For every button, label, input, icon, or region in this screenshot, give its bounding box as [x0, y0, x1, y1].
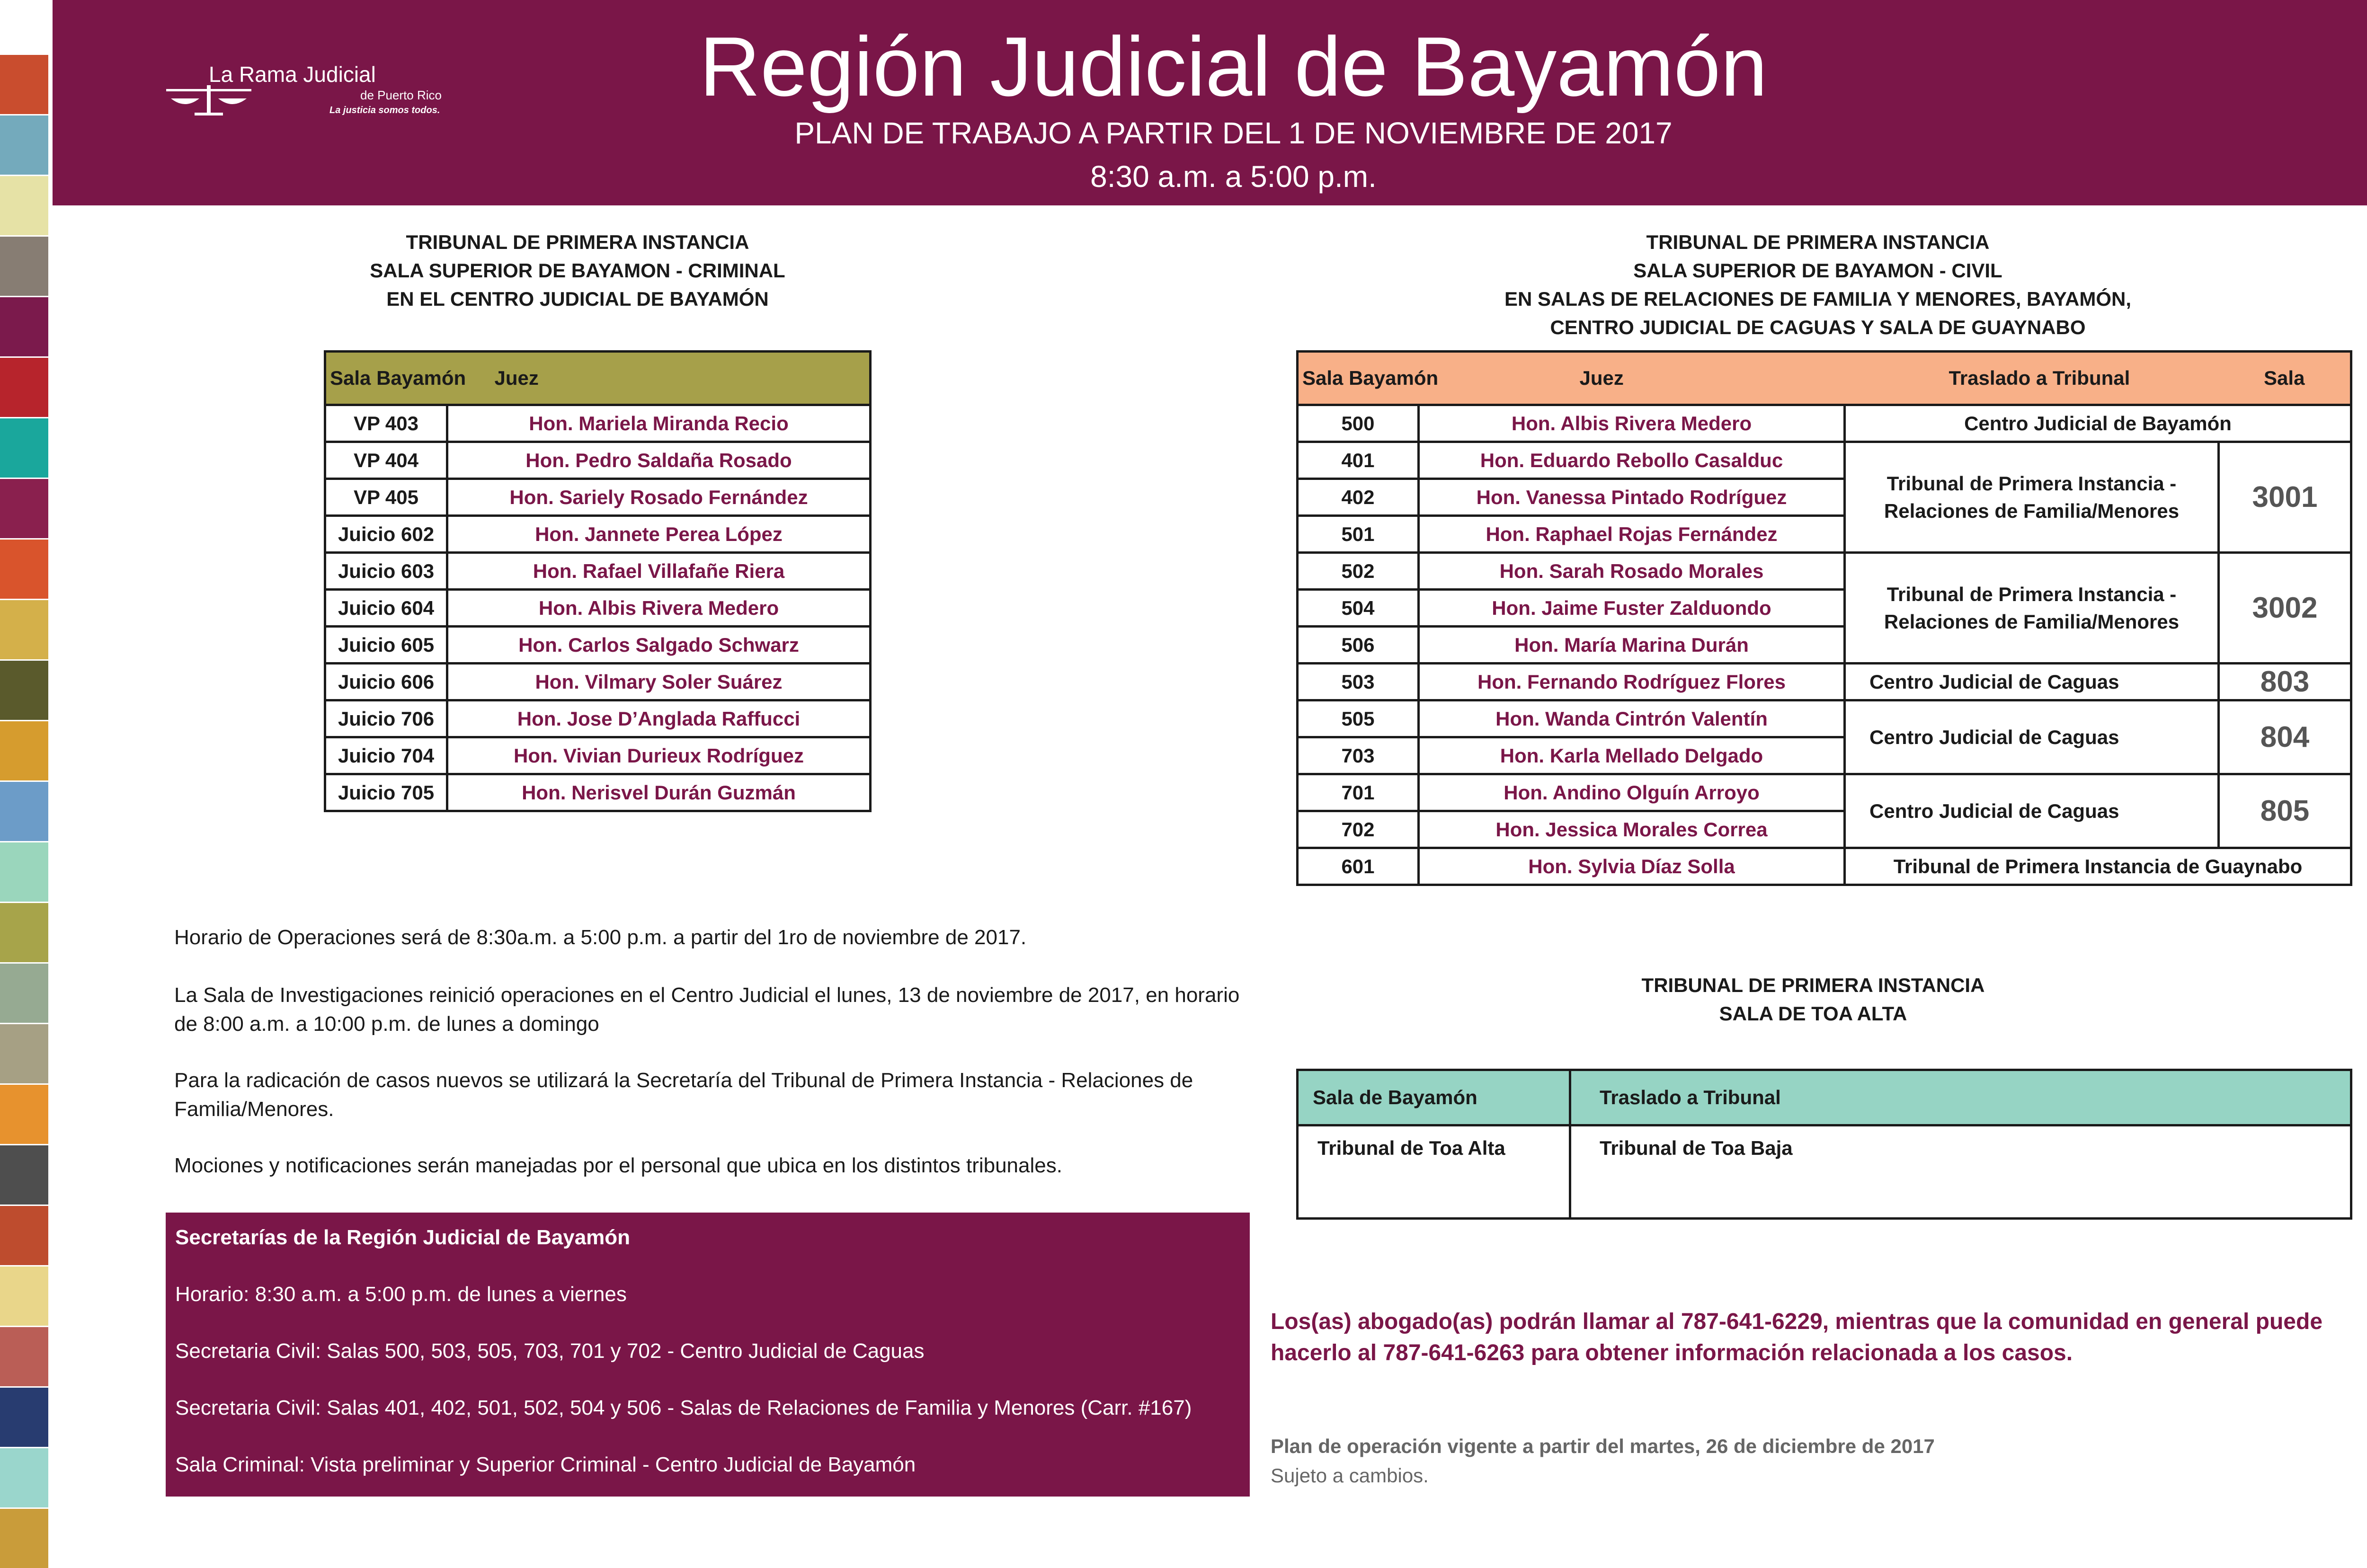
table-row [325, 664, 871, 700]
juez-cell: Hon. Andino Olguín Arroyo [1419, 774, 1845, 811]
sala-cell: Juicio 704 [325, 737, 447, 774]
table-row [1298, 848, 2351, 885]
color-stripe [0, 782, 48, 841]
table-row [1298, 1125, 2351, 1219]
sala-cell: 506 [1298, 627, 1419, 664]
secretarias-criminal: Sala Criminal: Vista preliminar y Superior Criminal - Centro Judicial de Bayamón [175, 1453, 916, 1476]
color-stripe [0, 600, 48, 659]
juez-cell: Hon. Jose D’Anglada Raffucci [447, 700, 871, 737]
sala-destino-cell: 804 [2219, 700, 2351, 774]
juez-cell: Hon. Fernando Rodríguez Flores [1419, 664, 1845, 700]
table-row [325, 627, 871, 664]
color-stripe [0, 418, 48, 478]
sala-cell: 601 [1298, 848, 1419, 885]
table-row [1298, 664, 2351, 700]
juez-cell: Hon. Nerisvel Durán Guzmán [447, 774, 871, 811]
sala-cell: Juicio 605 [325, 627, 447, 664]
juez-cell: Hon. Vilmary Soler Suárez [447, 664, 871, 700]
sala-cell: Juicio 606 [325, 664, 447, 700]
page-title: Región Judicial de Bayamón [699, 19, 1768, 114]
sala-destino-cell: 805 [2219, 774, 2351, 848]
civil-table-header [1298, 352, 2351, 405]
traslado-cell: Centro Judicial de Bayamón [1845, 405, 2351, 442]
criminal-table-body [325, 405, 871, 811]
juez-cell: Hon. Raphael Rojas Fernández [1419, 516, 1845, 553]
color-stripe [0, 55, 48, 114]
sala-cell: 402 [1298, 479, 1419, 516]
sala-cell: VP 404 [325, 442, 447, 479]
color-stripe [0, 1327, 48, 1386]
sala-cell: Juicio 604 [325, 590, 447, 627]
civil-title-line-3: EN SALAS DE RELACIONES DE FAMILIA Y MENORES, BAYAMÓN, [1504, 288, 2131, 310]
secretarias-horario: Horario: 8:30 a.m. a 5:00 p.m. de lunes a viernes [175, 1283, 627, 1306]
criminal-title-line-1: TRIBUNAL DE PRIMERA INSTANCIA [406, 231, 749, 253]
secretarias-civil-caguas: Secretaria Civil: Salas 500, 503, 505, 703, 701 y 702 - Centro Judicial de Caguas [175, 1339, 925, 1363]
sala-cell: 502 [1298, 553, 1419, 590]
civil-title-line-4: CENTRO JUDICIAL DE CAGUAS Y SALA DE GUAYNABO [1550, 316, 2086, 338]
traslado-cell: Tribunal de Primera Instancia - Relaciones de Familia/Menores [1845, 442, 2219, 553]
table-row [325, 590, 871, 627]
color-stripe [0, 842, 48, 902]
sala-cell: 703 [1298, 737, 1419, 774]
logo-name: La Rama Judicial [209, 62, 376, 87]
sala-cell: Juicio 603 [325, 553, 447, 590]
sala-cell: VP 403 [325, 405, 447, 442]
juez-cell: Hon. Vanessa Pintado Rodríguez [1419, 479, 1845, 516]
col-header-traslado: Traslado a Tribunal [1845, 352, 2219, 405]
hours-subtitle: 8:30 a.m. a 5:00 p.m. [1090, 159, 1377, 194]
table-row [325, 774, 871, 811]
civil-title-line-1: TRIBUNAL DE PRIMERA INSTANCIA [1646, 231, 1990, 253]
color-stripe [0, 358, 48, 417]
col-header-sala-destino: Sala [2219, 352, 2351, 405]
sujeto-note: Sujeto a cambios. [1271, 1464, 1429, 1487]
criminal-title-line-2: SALA SUPERIOR DE BAYAMON - CRIMINAL [370, 259, 785, 282]
traslado-cell: Centro Judicial de Caguas [1845, 664, 2219, 700]
sala-cell: 501 [1298, 516, 1419, 553]
col-header-juez: Juez [447, 352, 871, 405]
toa-section-title [1576, 971, 2050, 1028]
color-stripe [0, 176, 48, 235]
sala-cell: 504 [1298, 590, 1419, 627]
sala-cell: 702 [1298, 811, 1419, 848]
color-stripe [0, 1448, 48, 1507]
sala-cell: 401 [1298, 442, 1419, 479]
juez-cell: Hon. Carlos Salgado Schwarz [447, 627, 871, 664]
table-row [1298, 405, 2351, 442]
color-stripe [0, 479, 48, 538]
juez-cell: Hon. Sariely Rosado Fernández [447, 479, 871, 516]
juez-cell: Hon. Albis Rivera Medero [447, 590, 871, 627]
color-stripe [0, 1388, 48, 1447]
criminal-section-title [294, 228, 862, 313]
sala-cell: VP 405 [325, 479, 447, 516]
note-mociones: Mociones y notificaciones serán manejadas por el personal que ubica en los distintos tribunales. [174, 1154, 1062, 1177]
juez-cell: Hon. Sylvia Díaz Solla [1419, 848, 1845, 885]
sala-cell: Juicio 602 [325, 516, 447, 553]
color-stripe [0, 964, 48, 1023]
traslado-cell: Centro Judicial de Caguas [1845, 774, 2219, 848]
criminal-title-line-3: EN EL CENTRO JUDICIAL DE BAYAMÓN [386, 288, 769, 310]
sala-cell: 701 [1298, 774, 1419, 811]
toa-traslado-cell: Tribunal de Toa Baja [1570, 1125, 2351, 1219]
secretarias-box [166, 1213, 1250, 1497]
table-row [325, 700, 871, 737]
sala-cell: 503 [1298, 664, 1419, 700]
juez-cell: Hon. Wanda Cintrón Valentín [1419, 700, 1845, 737]
vigente-note: Plan de operación vigente a partir del martes, 26 de diciembre de 2017 [1271, 1435, 1935, 1457]
civil-table [1296, 350, 2352, 886]
criminal-table [324, 350, 872, 812]
toa-table [1296, 1069, 2352, 1220]
juez-cell: Hon. Vivian Durieux Rodríguez [447, 737, 871, 774]
sala-cell: Juicio 706 [325, 700, 447, 737]
juez-cell: Hon. Rafael Villafañe Riera [447, 553, 871, 590]
secretarias-title: Secretarías de la Región Judicial de Bayamón [175, 1226, 631, 1249]
color-stripe [0, 1085, 48, 1144]
juez-cell: Hon. Eduardo Rebollo Casalduc [1419, 442, 1845, 479]
color-stripe [0, 1267, 48, 1326]
traslado-cell: Tribunal de Primera Instancia - Relaciones de Familia/Menores [1845, 553, 2219, 664]
note-investigaciones: La Sala de Investigaciones reinició operaciones en el Centro Judicial el lunes, 13 de noviembre de 2017, en horario de 8:00 a.m. a 10:00 p.m. de lunes a domingo [174, 983, 1240, 1036]
juez-cell: Hon. Karla Mellado Delgado [1419, 737, 1845, 774]
note-radicacion: Para la radicación de casos nuevos se utilizará la Secretaría del Tribunal de Primera Instancia - Relaciones de Familia/Menores. [174, 1069, 1193, 1121]
col-header-sala: Sala de Bayamón [1298, 1070, 1570, 1125]
toa-sala-cell: Tribunal de Toa Alta [1298, 1125, 1570, 1219]
juez-cell: Hon. Jannete Perea López [447, 516, 871, 553]
table-row [1298, 553, 2351, 590]
col-header-traslado: Traslado a Tribunal [1570, 1070, 2351, 1125]
color-stripe [0, 237, 48, 296]
juez-cell: Hon. Albis Rivera Medero [1419, 405, 1845, 442]
color-stripe [0, 297, 48, 356]
contact-info: Los(as) abogado(as) podrán llamar al 787-641-6229, mientras que la comunidad en general puede hacerlo al 787-641-6263 para obtener información relacionada a los casos. [1271, 1309, 2323, 1365]
col-header-sala: Sala Bayamón [1298, 352, 1419, 405]
plan-subtitle: PLAN DE TRABAJO A PARTIR DEL 1 DE NOVIEMBRE DE 2017 [794, 116, 1673, 150]
logo-subtitle: de Puerto Rico [360, 88, 442, 102]
color-stripe [0, 903, 48, 962]
table-row [325, 737, 871, 774]
color-stripe [0, 1509, 48, 1568]
table-row [325, 553, 871, 590]
color-stripe [0, 721, 48, 780]
civil-section-title [1392, 228, 2244, 342]
table-row [1298, 442, 2351, 479]
logo-motto: La justicia somos todos. [329, 105, 440, 115]
table-row [325, 479, 871, 516]
table-row [1298, 774, 2351, 811]
note-horario: Horario de Operaciones será de 8:30a.m. a 5:00 p.m. a partir del 1ro de noviembre de 2017. [174, 926, 1027, 949]
toa-title-line-2: SALA DE TOA ALTA [1719, 1002, 1907, 1025]
color-stripe [0, 1206, 48, 1265]
table-row [325, 405, 871, 442]
traslado-cell: Centro Judicial de Caguas [1845, 700, 2219, 774]
table-row [325, 516, 871, 553]
col-header-sala: Sala Bayamón [325, 352, 447, 405]
sala-cell: 505 [1298, 700, 1419, 737]
color-stripe [0, 540, 48, 599]
juez-cell: Hon. Sarah Rosado Morales [1419, 553, 1845, 590]
sala-destino-cell: 3002 [2219, 553, 2351, 664]
toa-table-header [1298, 1070, 2351, 1125]
color-stripe [0, 1024, 48, 1083]
civil-title-line-2: SALA SUPERIOR DE BAYAMON - CIVIL [1633, 259, 2002, 282]
sala-cell: Juicio 705 [325, 774, 447, 811]
table-row [1298, 700, 2351, 737]
header-banner [53, 0, 2367, 205]
juez-cell: Hon. Pedro Saldaña Rosado [447, 442, 871, 479]
secretarias-civil-familia: Secretaria Civil: Salas 401, 402, 501, 502, 504 y 506 - Salas de Relaciones de Familia y Menores (Carr. #167) [175, 1396, 1192, 1419]
traslado-cell: Tribunal de Primera Instancia de Guaynabo [1845, 848, 2351, 885]
criminal-table-header [325, 352, 871, 405]
sala-destino-cell: 3001 [2219, 442, 2351, 553]
toa-title-line-1: TRIBUNAL DE PRIMERA INSTANCIA [1641, 974, 1985, 996]
sala-cell: 500 [1298, 405, 1419, 442]
col-header-juez: Juez [1419, 352, 1845, 405]
juez-cell: Hon. Jessica Morales Correa [1419, 811, 1845, 848]
juez-cell: Hon. María Marina Durán [1419, 627, 1845, 664]
sala-destino-cell: 803 [2219, 664, 2351, 700]
color-stripe [0, 1145, 48, 1205]
civil-table-body [1298, 405, 2351, 885]
juez-cell: Hon. Mariela Miranda Recio [447, 405, 871, 442]
table-row [325, 442, 871, 479]
color-stripe [0, 115, 48, 175]
juez-cell: Hon. Jaime Fuster Zalduondo [1419, 590, 1845, 627]
color-stripe-bar [0, 0, 48, 1562]
color-stripe [0, 661, 48, 720]
